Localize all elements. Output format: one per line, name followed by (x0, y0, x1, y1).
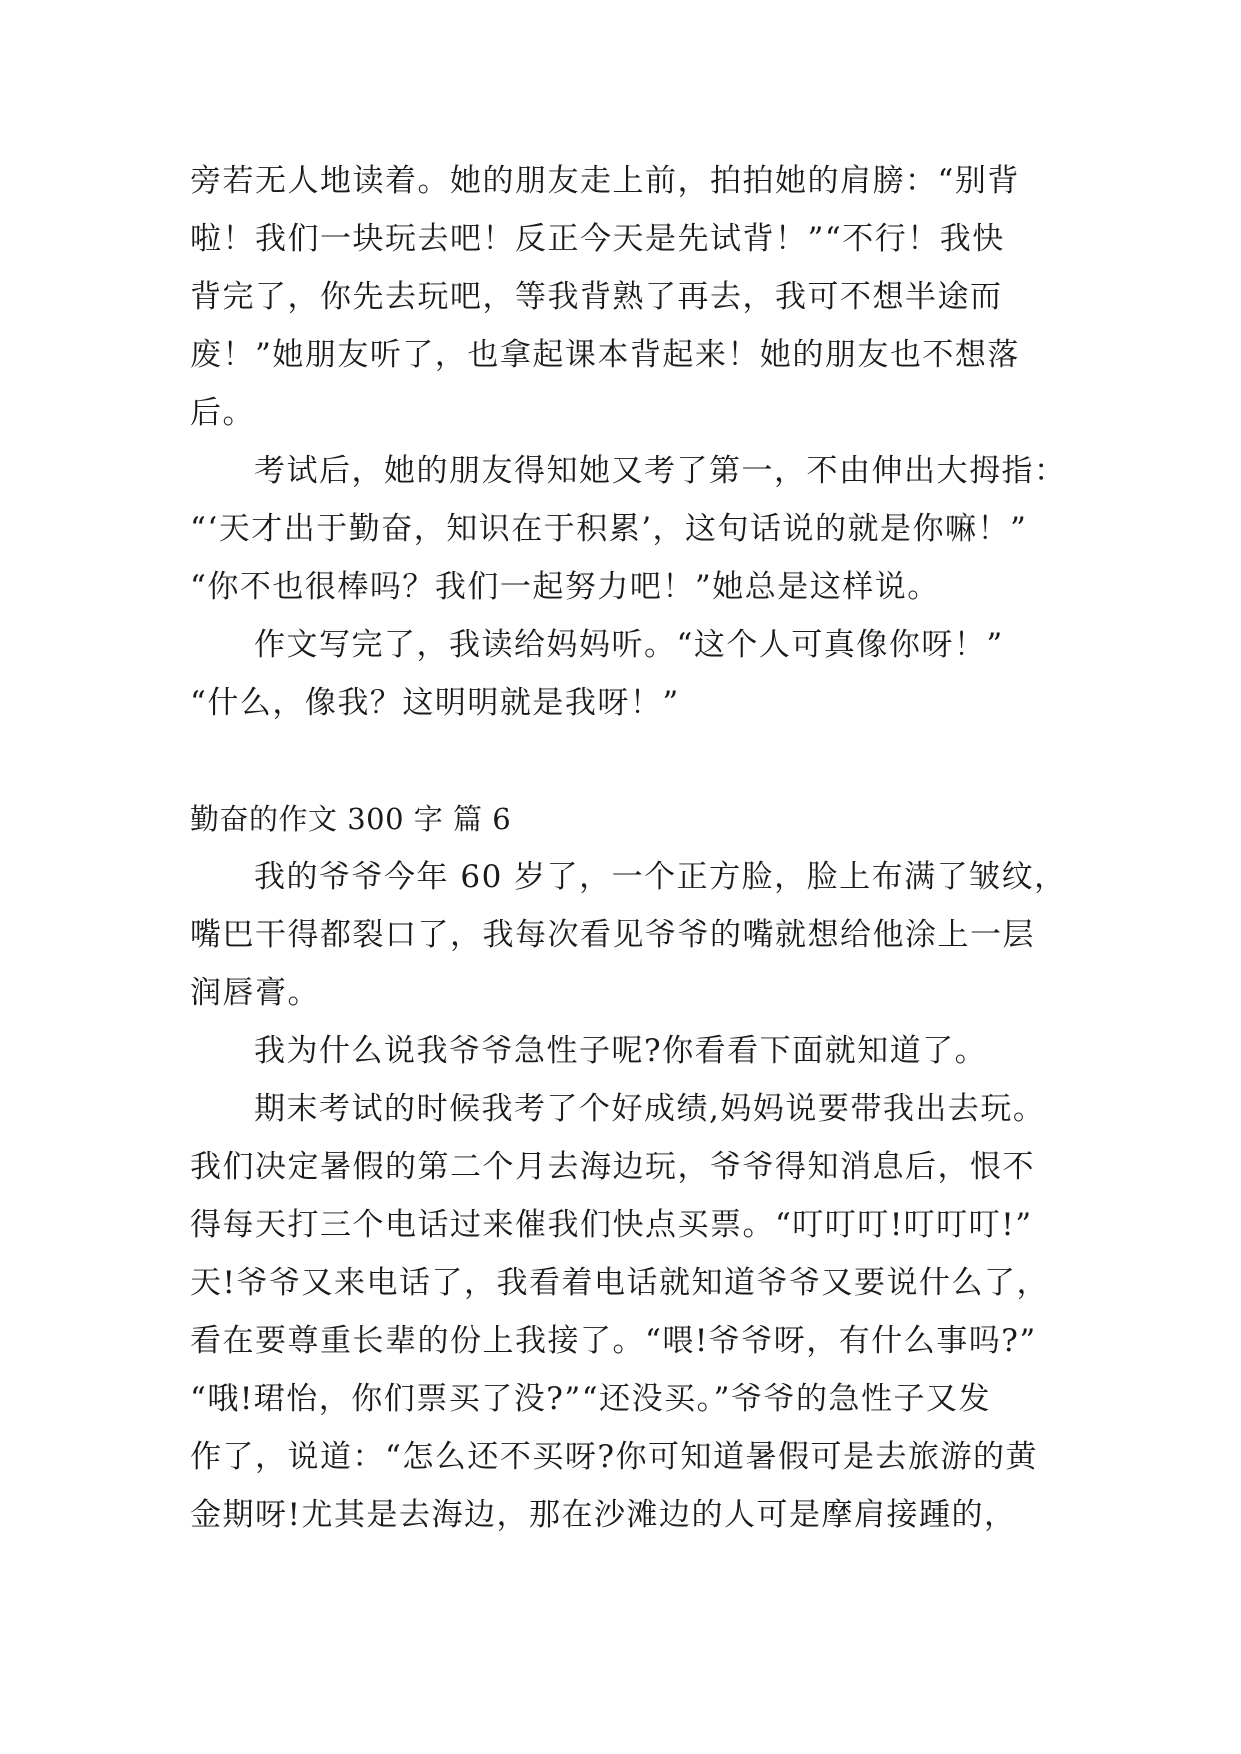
paragraph-line: 啦！我们一块玩去吧！反正今天是先试背！”“不行！我快 (190, 221, 1005, 257)
paragraph-line: 得每天打三个电话过来催我们快点买票。“叮叮叮!叮叮叮!” (190, 1207, 1033, 1243)
paragraph-line: 我为什么说我爷爷急性子呢?你看看下面就知道了。 (254, 1033, 988, 1069)
paragraph-line: “什么，像我？这明明就是我呀！” (190, 685, 680, 721)
paragraph-line: 废！”她朋友听了，也拿起课本背起来！她的朋友也不想落 (190, 337, 1020, 373)
paragraph-line: 我的爷爷今年 60 岁了，一个正方脸，脸上布满了皱纹， (254, 859, 1067, 895)
paragraph-line: 看在要尊重长辈的份上我接了。“喂!爷爷呀，有什么事吗?” (190, 1323, 1037, 1359)
paragraph-line: “你不也很棒吗？我们一起努力吧！”她总是这样说。 (190, 569, 940, 605)
paragraph-line: 嘴巴干得都裂口了，我每次看见爷爷的嘴就想给他涂上一层 (190, 917, 1035, 953)
paragraph-line: 背完了，你先去玩吧，等我背熟了再去，我可不想半途而 (190, 279, 1003, 315)
paragraph-line: 作文写完了，我读给妈妈听。“这个人可真像你呀！” (254, 627, 1004, 663)
paragraph-line: 期末考试的时候我考了个好成绩,妈妈说要带我出去玩。 (254, 1091, 1046, 1127)
paragraph-line: “哦!珺怡，你们票买了没?”“还没买。”爷爷的急性子又发 (190, 1381, 991, 1417)
paragraph-line: 天!爷爷又来电话了，我看着电话就知道爷爷又要说什么了， (190, 1265, 1049, 1301)
paragraph-line: 金期呀!尤其是去海边，那在沙滩边的人可是摩肩接踵的， (190, 1497, 1017, 1533)
paragraph-line: 考试后，她的朋友得知她又考了第一，不由伸出大拇指： (254, 453, 1067, 489)
paragraph-line: 我们决定暑假的第二个月去海边玩，爷爷得知消息后，恨不 (190, 1149, 1035, 1185)
paragraph-line: 旁若无人地读着。她的朋友走上前，拍拍她的肩膀：“别背 (190, 163, 1020, 199)
section-heading: 勤奋的作文 300 字 篇 6 (190, 802, 512, 836)
paragraph-line: 作了，说道：“怎么还不买呀?你可知道暑假可是去旅游的黄 (190, 1439, 1038, 1475)
paragraph-line: 后。 (190, 395, 255, 431)
paragraph-line: “‘天才出于勤奋，知识在于积累’，这句话说的就是你嘛！” (190, 511, 1028, 547)
paragraph-line: 润唇膏。 (190, 975, 320, 1011)
